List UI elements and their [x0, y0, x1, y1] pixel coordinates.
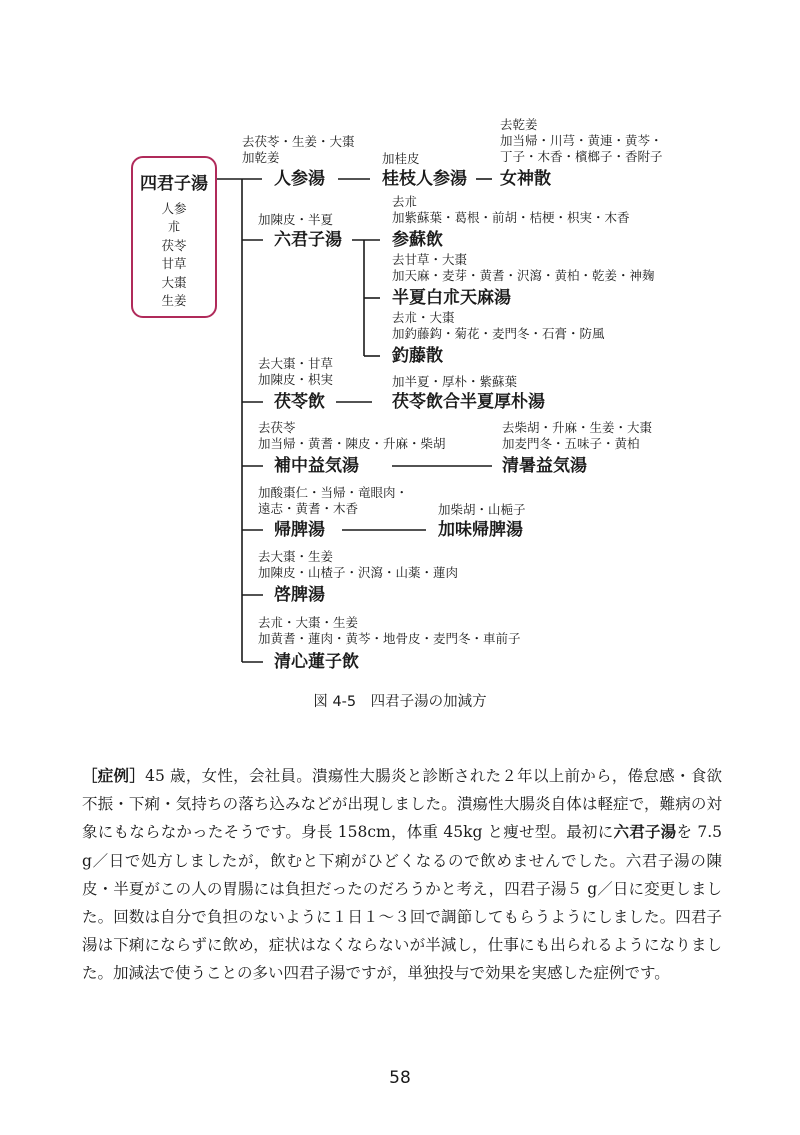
note-jinsoin: 去朮 加紫蘇葉・葛根・前胡・桔梗・枳実・木香 — [392, 194, 630, 225]
note-hangebyakujutsutenmato: 去甘草・大棗 加天麻・麦芽・黄耆・沢瀉・黄柏・乾姜・神麹 — [392, 252, 655, 283]
note-keihito: 去大棗・生姜 加陳皮・山楂子・沢瀉・山薬・蓮肉 — [258, 549, 459, 580]
formula-rikkunshito: 六君子湯 — [274, 230, 342, 250]
case-text-2: を 7.5 g／日で処方しましたが，飲むと下痢がひどくなるので飲めませんでした。六君子湯の陳皮・半夏がこの人の胃腸には負担だったのだろうかと考え，四君子湯５ g／日に変更しました。回数は自分で負担のないように１日１～３回で調節してもらうようにしました。四君子湯は下痢にならずに飲め，症状はなくならないが半減し，仕事にも出られるようになりました。加減法で使うことの多い四君子湯ですが，単独投与で効果を実感した症例です。 — [82, 823, 722, 983]
root-formula-box — [131, 156, 217, 318]
formula-kihito: 帰脾湯 — [274, 520, 325, 540]
note-chotosan: 去朮・大棗 加釣藤鈎・菊花・麦門冬・石膏・防風 — [392, 310, 605, 341]
note-seishinrenshiin: 去朮・大棗・生姜 加黄耆・蓮肉・黄芩・地骨皮・麦門冬・車前子 — [258, 615, 521, 646]
note-rikkunshito: 加陳皮・半夏 — [258, 212, 334, 227]
ingredient: 大棗 — [161, 274, 187, 290]
note-kihito: 加酸棗仁・当帰・竜眼肉・ 遠志・黄耆・木香 — [258, 485, 409, 516]
ingredient: 人参 — [161, 201, 187, 216]
note-hochuekkito: 去茯苓 加当帰・黄耆・陳皮・升麻・柴胡 — [258, 420, 446, 451]
ingredient: 茯苓 — [161, 237, 187, 253]
note-keishininjinto: 加桂皮 — [382, 151, 420, 166]
root-formula-name: 四君子湯 — [140, 174, 208, 194]
root-ingredients — [133, 200, 215, 310]
ingredient: 生姜 — [161, 293, 187, 309]
note-kamikihito: 加柴胡・山梔子 — [438, 502, 526, 517]
note-ninjinto: 去茯苓・生姜・大棗 加乾姜 — [242, 134, 355, 165]
formula-keishininjinto: 桂枝人参湯 — [382, 169, 467, 189]
note-bukuryoingohangekobokuto: 加半夏・厚朴・紫蘇葉 — [392, 374, 518, 389]
page-number: 58 — [389, 1068, 411, 1088]
formula-ninjinto: 人参湯 — [274, 169, 325, 189]
case-paragraph — [82, 762, 722, 988]
formula-kamikihito: 加味帰脾湯 — [438, 520, 523, 540]
figure-caption: 図 4-5 四君子湯の加減方 — [313, 694, 487, 710]
formula-nyoshinsan: 女神散 — [500, 169, 551, 189]
formula-jinsoin: 参蘇飲 — [392, 230, 443, 250]
formula-bukuryoingohangekobokuto: 茯苓飲合半夏厚朴湯 — [392, 392, 545, 412]
formula-hangebyakujutsutenmato: 半夏白朮天麻湯 — [392, 288, 511, 308]
formula-hochuekkito: 補中益気湯 — [274, 456, 359, 476]
formula-seishoekkito: 清暑益気湯 — [502, 456, 587, 476]
ingredient: 甘草 — [161, 256, 187, 272]
formula-chotosan: 釣藤散 — [392, 346, 443, 366]
case-text-1: 45 歳，女性，会社員。潰瘍性大腸炎と診断された２年以上前から，倦怠感・食欲不振・下痢・気持ちの落ち込みなどが出現しました。潰瘍性大腸炎自体は軽症で，難病の対象にもならなかったそうです。身長 158cm，体重 45kg と痩せ型。最初に — [82, 767, 722, 842]
note-bukuryoin: 去大棗・甘草 加陳皮・枳実 — [258, 356, 334, 387]
formula-bukuryoin: 茯苓飲 — [274, 392, 325, 412]
case-label: ［症例］ — [82, 767, 146, 785]
ingredient: 朮 — [167, 219, 181, 235]
note-nyoshinsan: 去乾姜 加当帰・川芎・黄連・黄芩・ 丁子・木香・檳榔子・香附子 — [500, 117, 663, 164]
case-bold-formula: 六君子湯 — [613, 823, 677, 842]
note-seishoekkito: 去柴胡・升麻・生姜・大棗 加麦門冬・五味子・黄柏 — [502, 420, 653, 451]
formula-keihito: 啓脾湯 — [274, 585, 325, 605]
formula-seishinrenshiin: 清心蓮子飲 — [274, 652, 359, 672]
